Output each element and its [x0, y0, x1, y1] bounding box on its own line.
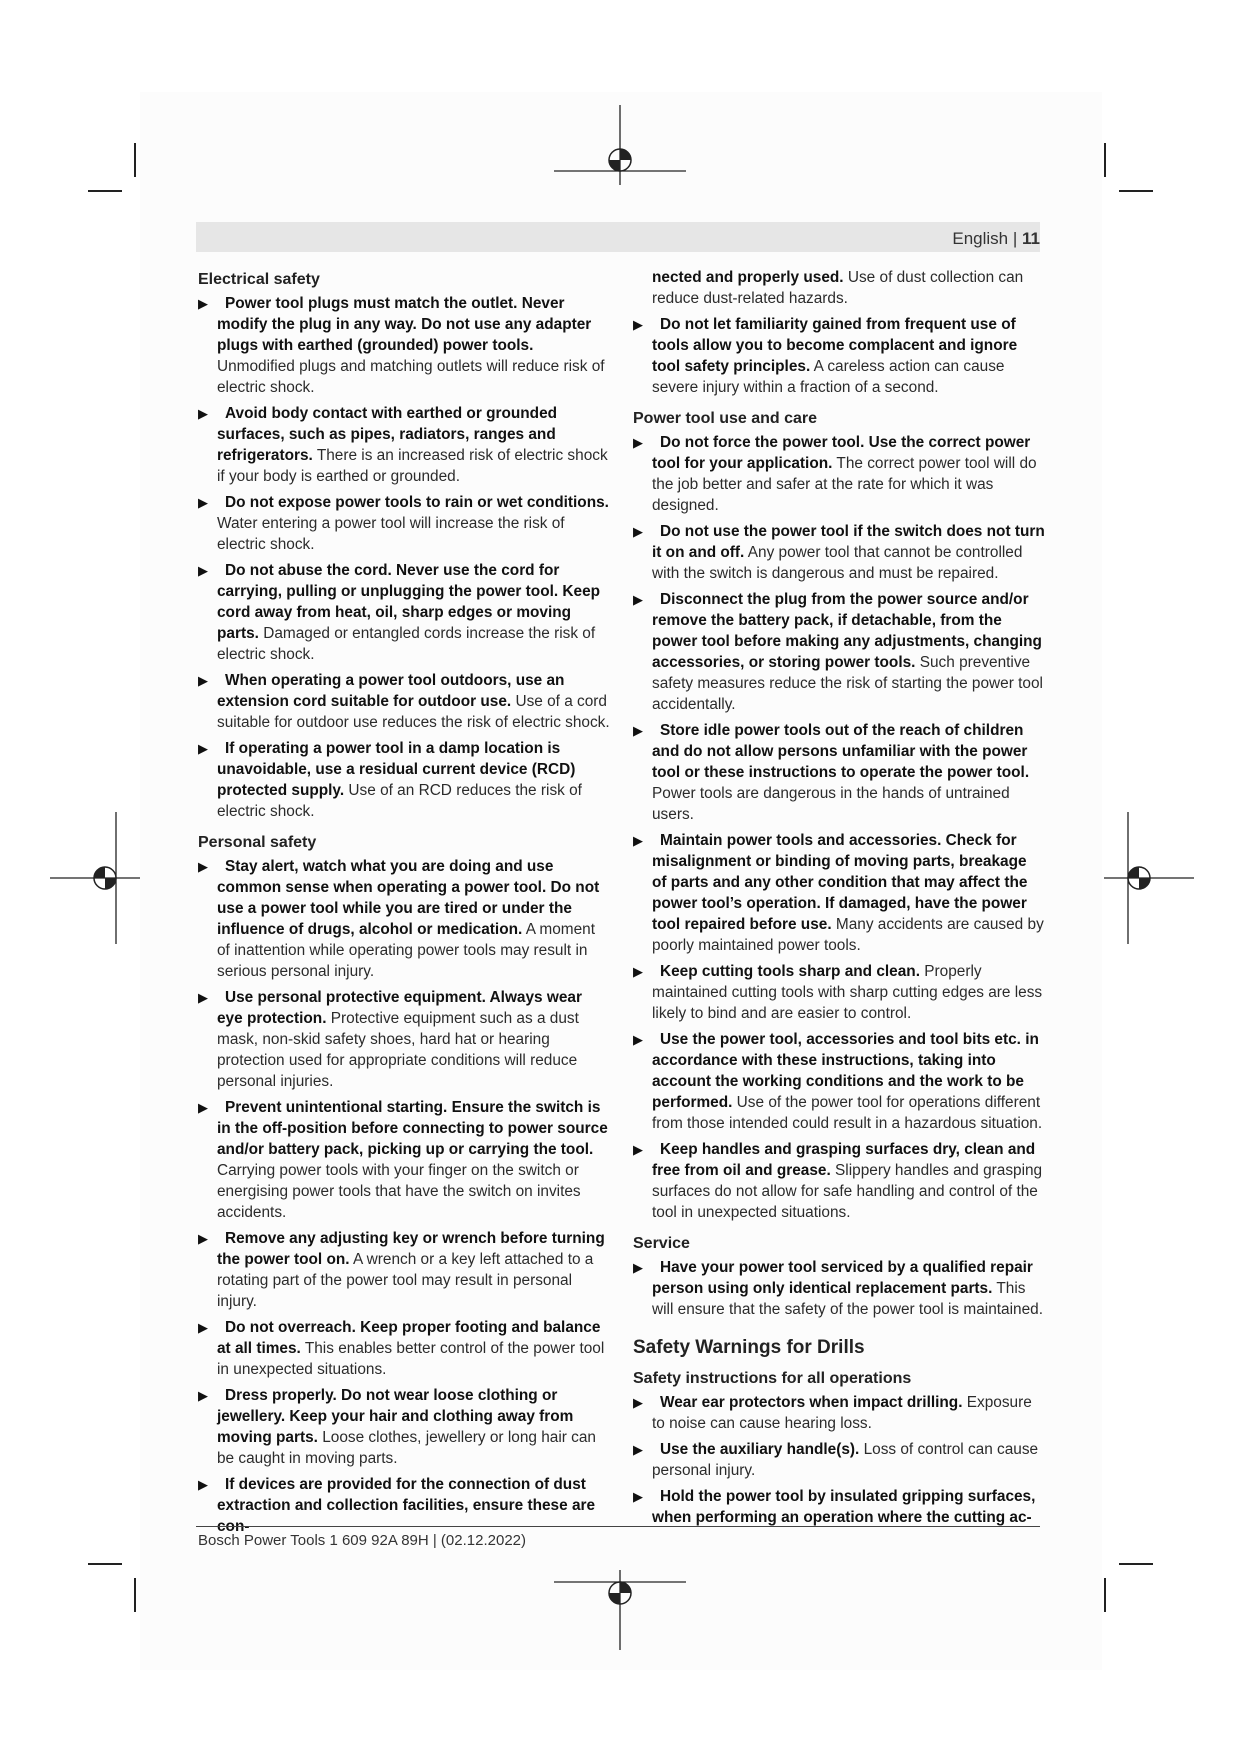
- item-description: Many accidents are caused by poorly maintained power tools.: [652, 916, 1044, 954]
- crop-mark-icon: [134, 1578, 136, 1612]
- footer-text: Bosch Power Tools 1 609 92A 89H | (02.12.2022): [198, 1532, 527, 1549]
- arrow-bullet-icon: ▶: [198, 495, 208, 510]
- bullet-item: [633, 720, 1045, 825]
- item-lead: Do not let familiarity gained from frequent use of tools allow you to become complacent and ignore tool safety principles.: [652, 316, 1018, 375]
- crop-mark-icon: [88, 190, 122, 192]
- page-header-band: [196, 222, 1040, 252]
- item-description: Slippery handles and grasping surfaces do not allow for safe handling and control of the tool in unexpected situations.: [652, 1162, 1043, 1221]
- bullet-item: [198, 738, 610, 822]
- item-description: The correct power tool will do the job better and safer at the rate for which it was designed.: [652, 455, 1037, 514]
- item-lead: Disconnect the plug from the power source and/or remove the battery pack, if detachable, from the power tool before making any adjustments, changing accessories, or storing power tools.: [652, 591, 1042, 671]
- arrow-bullet-icon: ▶: [633, 1395, 643, 1410]
- drills-subheading: Safety instructions for all operations: [633, 1370, 912, 1387]
- item-description: Use of dust collection can reduce dust-related hazards.: [652, 269, 1024, 307]
- item-lead: Do not overreach. Keep proper footing and balance at all times.: [217, 1319, 601, 1357]
- arrow-bullet-icon: ▶: [633, 1032, 643, 1047]
- arrow-bullet-icon: ▶: [198, 741, 208, 756]
- item-lead: When operating a power tool outdoors, use an extension cord suitable for outdoor use.: [217, 672, 565, 710]
- item-lead: Have your power tool serviced by a qualified repair person using only identical replacement parts.: [652, 1259, 1033, 1297]
- item-lead: Remove any adjusting key or wrench before turning the power tool on.: [217, 1230, 605, 1268]
- item-description: Use of an RCD reduces the risk of electric shock.: [217, 782, 582, 820]
- section-heading: Service: [633, 1235, 690, 1252]
- item-description: Use of the power tool for operations different from those intended could result in a hazardous situation.: [652, 1094, 1043, 1132]
- item-description: Unmodified plugs and matching outlets will reduce risk of electric shock.: [217, 358, 605, 396]
- bullet-item: [198, 492, 610, 555]
- drills-title: Safety Warnings for Drills: [633, 1337, 865, 1358]
- drills-items: [633, 1392, 1045, 1528]
- bullet-item: [633, 521, 1045, 584]
- section-heading: Personal safety: [198, 834, 317, 851]
- bullet-item: [198, 1317, 610, 1380]
- header-separator: |: [1012, 229, 1018, 248]
- bullet-item: [633, 589, 1045, 715]
- item-description: A moment of inattention while operating power tools may result in serious personal injury.: [217, 921, 596, 980]
- item-lead: Power tool plugs must match the outlet. Never modify the plug in any way. Do not use any adapter plugs with earthed (grounded) power tools.: [217, 295, 592, 354]
- item-lead: Keep handles and grasping surfaces dry, clean and free from oil and grease.: [652, 1141, 1036, 1179]
- item-lead: Prevent unintentional starting. Ensure the switch is in the off-position before connecting to power source and/or battery pack, picking up or carrying the tool.: [217, 1099, 608, 1158]
- right-first-items: [633, 314, 1045, 398]
- arrow-bullet-icon: ▶: [198, 859, 208, 874]
- left-column: [198, 267, 610, 1542]
- item-description: Loss of control can cause personal injury.: [652, 1441, 1039, 1479]
- section-heading: Power tool use and care: [633, 410, 818, 427]
- item-lead: Do not force the power tool. Use the correct power tool for your application.: [652, 434, 1031, 472]
- bullet-item: [633, 432, 1045, 516]
- item-description: Exposure to noise can cause hearing loss.: [652, 1394, 1032, 1432]
- page-number: 11: [1022, 229, 1040, 248]
- continuation-paragraph: [633, 267, 1045, 309]
- item-description: Water entering a power tool will increase the risk of electric shock.: [217, 515, 565, 553]
- item-description: A careless action can cause severe injury within a fraction of a second.: [652, 358, 1005, 396]
- crop-mark-icon: [1119, 190, 1153, 192]
- arrow-bullet-icon: ▶: [633, 1142, 643, 1157]
- bullet-item: [633, 961, 1045, 1024]
- arrow-bullet-icon: ▶: [198, 1320, 208, 1335]
- bullet-item: [198, 293, 610, 398]
- item-description: Protective equipment such as a dust mask, non-skid safety shoes, hard hat or hearing protection used for appropriate conditions will reduce personal injuries.: [217, 1010, 579, 1090]
- right-column: [633, 267, 1045, 1533]
- crop-mark-icon: [134, 143, 136, 177]
- item-lead: Maintain power tools and accessories. Check for misalignment or binding of moving parts, breakage of parts and any other condition that may affect the power tool’s operation. If damaged, have the power tool repaired before use.: [652, 832, 1028, 933]
- right-sections: [633, 408, 1045, 1320]
- section-heading: Electrical safety: [198, 271, 320, 288]
- arrow-bullet-icon: ▶: [633, 1442, 643, 1457]
- item-lead: If operating a power tool in a damp location is unavoidable, use a residual current device (RCD) protected supply.: [217, 740, 576, 799]
- bullet-item: [198, 1474, 610, 1537]
- arrow-bullet-icon: ▶: [198, 563, 208, 578]
- item-lead: Stay alert, watch what you are doing and use common sense when operating a power tool. Do not use a power tool while you are tired or under the influence of drugs, alcohol or medication.: [217, 858, 600, 938]
- item-lead: Dress properly. Do not wear loose clothing or jewellery. Keep your hair and clothing away from moving parts.: [217, 1387, 574, 1446]
- item-description: Power tools are dangerous in the hands of untrained users.: [652, 785, 1010, 823]
- arrow-bullet-icon: ▶: [198, 1100, 208, 1115]
- item-lead: Use the power tool, accessories and tool bits etc. in accordance with these instructions, taking into account the working conditions and the work to be performed.: [652, 1031, 1039, 1111]
- item-description: Any power tool that cannot be controlled with the switch is dangerous and must be repaired.: [652, 544, 1023, 582]
- bullet-item: [198, 987, 610, 1092]
- arrow-bullet-icon: ▶: [198, 990, 208, 1005]
- arrow-bullet-icon: ▶: [198, 1477, 208, 1492]
- item-description: A wrench or a key left attached to a rotating part of the power tool may result in personal injury.: [217, 1251, 594, 1310]
- bullet-item: [198, 1385, 610, 1469]
- arrow-bullet-icon: ▶: [633, 964, 643, 979]
- arrow-bullet-icon: ▶: [198, 1231, 208, 1246]
- item-description: Properly maintained cutting tools with sharp cutting edges are less likely to bind and are easier to control.: [652, 963, 1043, 1022]
- arrow-bullet-icon: ▶: [198, 1388, 208, 1403]
- page-header: [952, 229, 1040, 249]
- item-description: Such preventive safety measures reduce the risk of starting the power tool accidentally.: [652, 654, 1043, 713]
- item-lead: Hold the power tool by insulated gripping surfaces, when performing an operation where the cutting ac-: [652, 1488, 1036, 1526]
- arrow-bullet-icon: ▶: [633, 435, 643, 450]
- arrow-bullet-icon: ▶: [633, 833, 643, 848]
- arrow-bullet-icon: ▶: [633, 723, 643, 738]
- arrow-bullet-icon: ▶: [198, 673, 208, 688]
- item-lead: Store idle power tools out of the reach of children and do not allow persons unfamiliar with the power tool or these instructions to operate the power tool.: [652, 722, 1030, 781]
- bullet-item: [198, 1097, 610, 1223]
- header-language: English: [952, 229, 1009, 248]
- crop-mark-icon: [1104, 1578, 1106, 1612]
- arrow-bullet-icon: ▶: [633, 524, 643, 539]
- item-lead: Do not use the power tool if the switch does not turn it on and off.: [652, 523, 1045, 561]
- item-lead: Keep cutting tools sharp and clean.: [660, 963, 920, 980]
- item-lead: Do not abuse the cord. Never use the cord for carrying, pulling or unplugging the power tool. Keep cord away from heat, oil, sharp edges or moving parts.: [217, 562, 601, 642]
- bullet-item: [633, 1439, 1045, 1481]
- crop-mark-icon: [1104, 143, 1106, 177]
- item-description: Damaged or entangled cords increase the risk of electric shock.: [217, 625, 596, 663]
- arrow-bullet-icon: ▶: [633, 1489, 643, 1504]
- arrow-bullet-icon: ▶: [633, 317, 643, 332]
- item-lead: Do not expose power tools to rain or wet conditions.: [225, 494, 609, 511]
- bullet-item: [198, 670, 610, 733]
- item-lead: nected and properly used.: [652, 269, 844, 286]
- bullet-item: [198, 1228, 610, 1312]
- arrow-bullet-icon: ▶: [633, 1260, 643, 1275]
- item-description: Loose clothes, jewellery or long hair can be caught in moving parts.: [217, 1429, 596, 1467]
- item-lead: Avoid body contact with earthed or grounded surfaces, such as pipes, radiators, ranges and refrigerators.: [217, 405, 558, 464]
- arrow-bullet-icon: ▶: [198, 406, 208, 421]
- arrow-bullet-icon: ▶: [633, 592, 643, 607]
- item-description: This will ensure that the safety of the power tool is maintained.: [652, 1280, 1043, 1318]
- item-lead: If devices are provided for the connection of dust extraction and collection facilities, ensure these are con-: [217, 1476, 596, 1535]
- item-lead: Use the auxiliary handle(s).: [660, 1441, 860, 1458]
- bullet-item: [633, 1257, 1045, 1320]
- registration-mark-icon: [1104, 812, 1194, 944]
- bullet-item: [633, 1029, 1045, 1134]
- item-description: This enables better control of the power tool in unexpected situations.: [217, 1340, 605, 1378]
- crop-mark-icon: [1119, 1563, 1153, 1565]
- bullet-item: [633, 1392, 1045, 1434]
- crop-mark-icon: [88, 1563, 122, 1565]
- registration-mark-icon: [554, 1570, 686, 1650]
- bullet-item: [198, 856, 610, 982]
- item-lead: Wear ear protectors when impact drilling.: [660, 1394, 963, 1411]
- item-description: Carrying power tools with your finger on the switch or energising power tools that have the switch on invites accidents.: [217, 1162, 581, 1221]
- bullet-item: [633, 830, 1045, 956]
- registration-mark-icon: [50, 812, 140, 944]
- bullet-item: [198, 560, 610, 665]
- item-lead: Use personal protective equipment. Always wear eye protection.: [217, 989, 582, 1027]
- item-description: There is an increased risk of electric shock if your body is earthed or grounded.: [217, 447, 608, 485]
- footer-rule: [196, 1526, 1040, 1527]
- arrow-bullet-icon: ▶: [198, 296, 208, 311]
- bullet-item: [633, 1139, 1045, 1223]
- registration-mark-icon: [554, 105, 686, 185]
- bullet-item: [633, 314, 1045, 398]
- bullet-item: [198, 403, 610, 487]
- item-description: Use of a cord suitable for outdoor use reduces the risk of electric shock.: [217, 693, 610, 731]
- bullet-item: [633, 1486, 1045, 1528]
